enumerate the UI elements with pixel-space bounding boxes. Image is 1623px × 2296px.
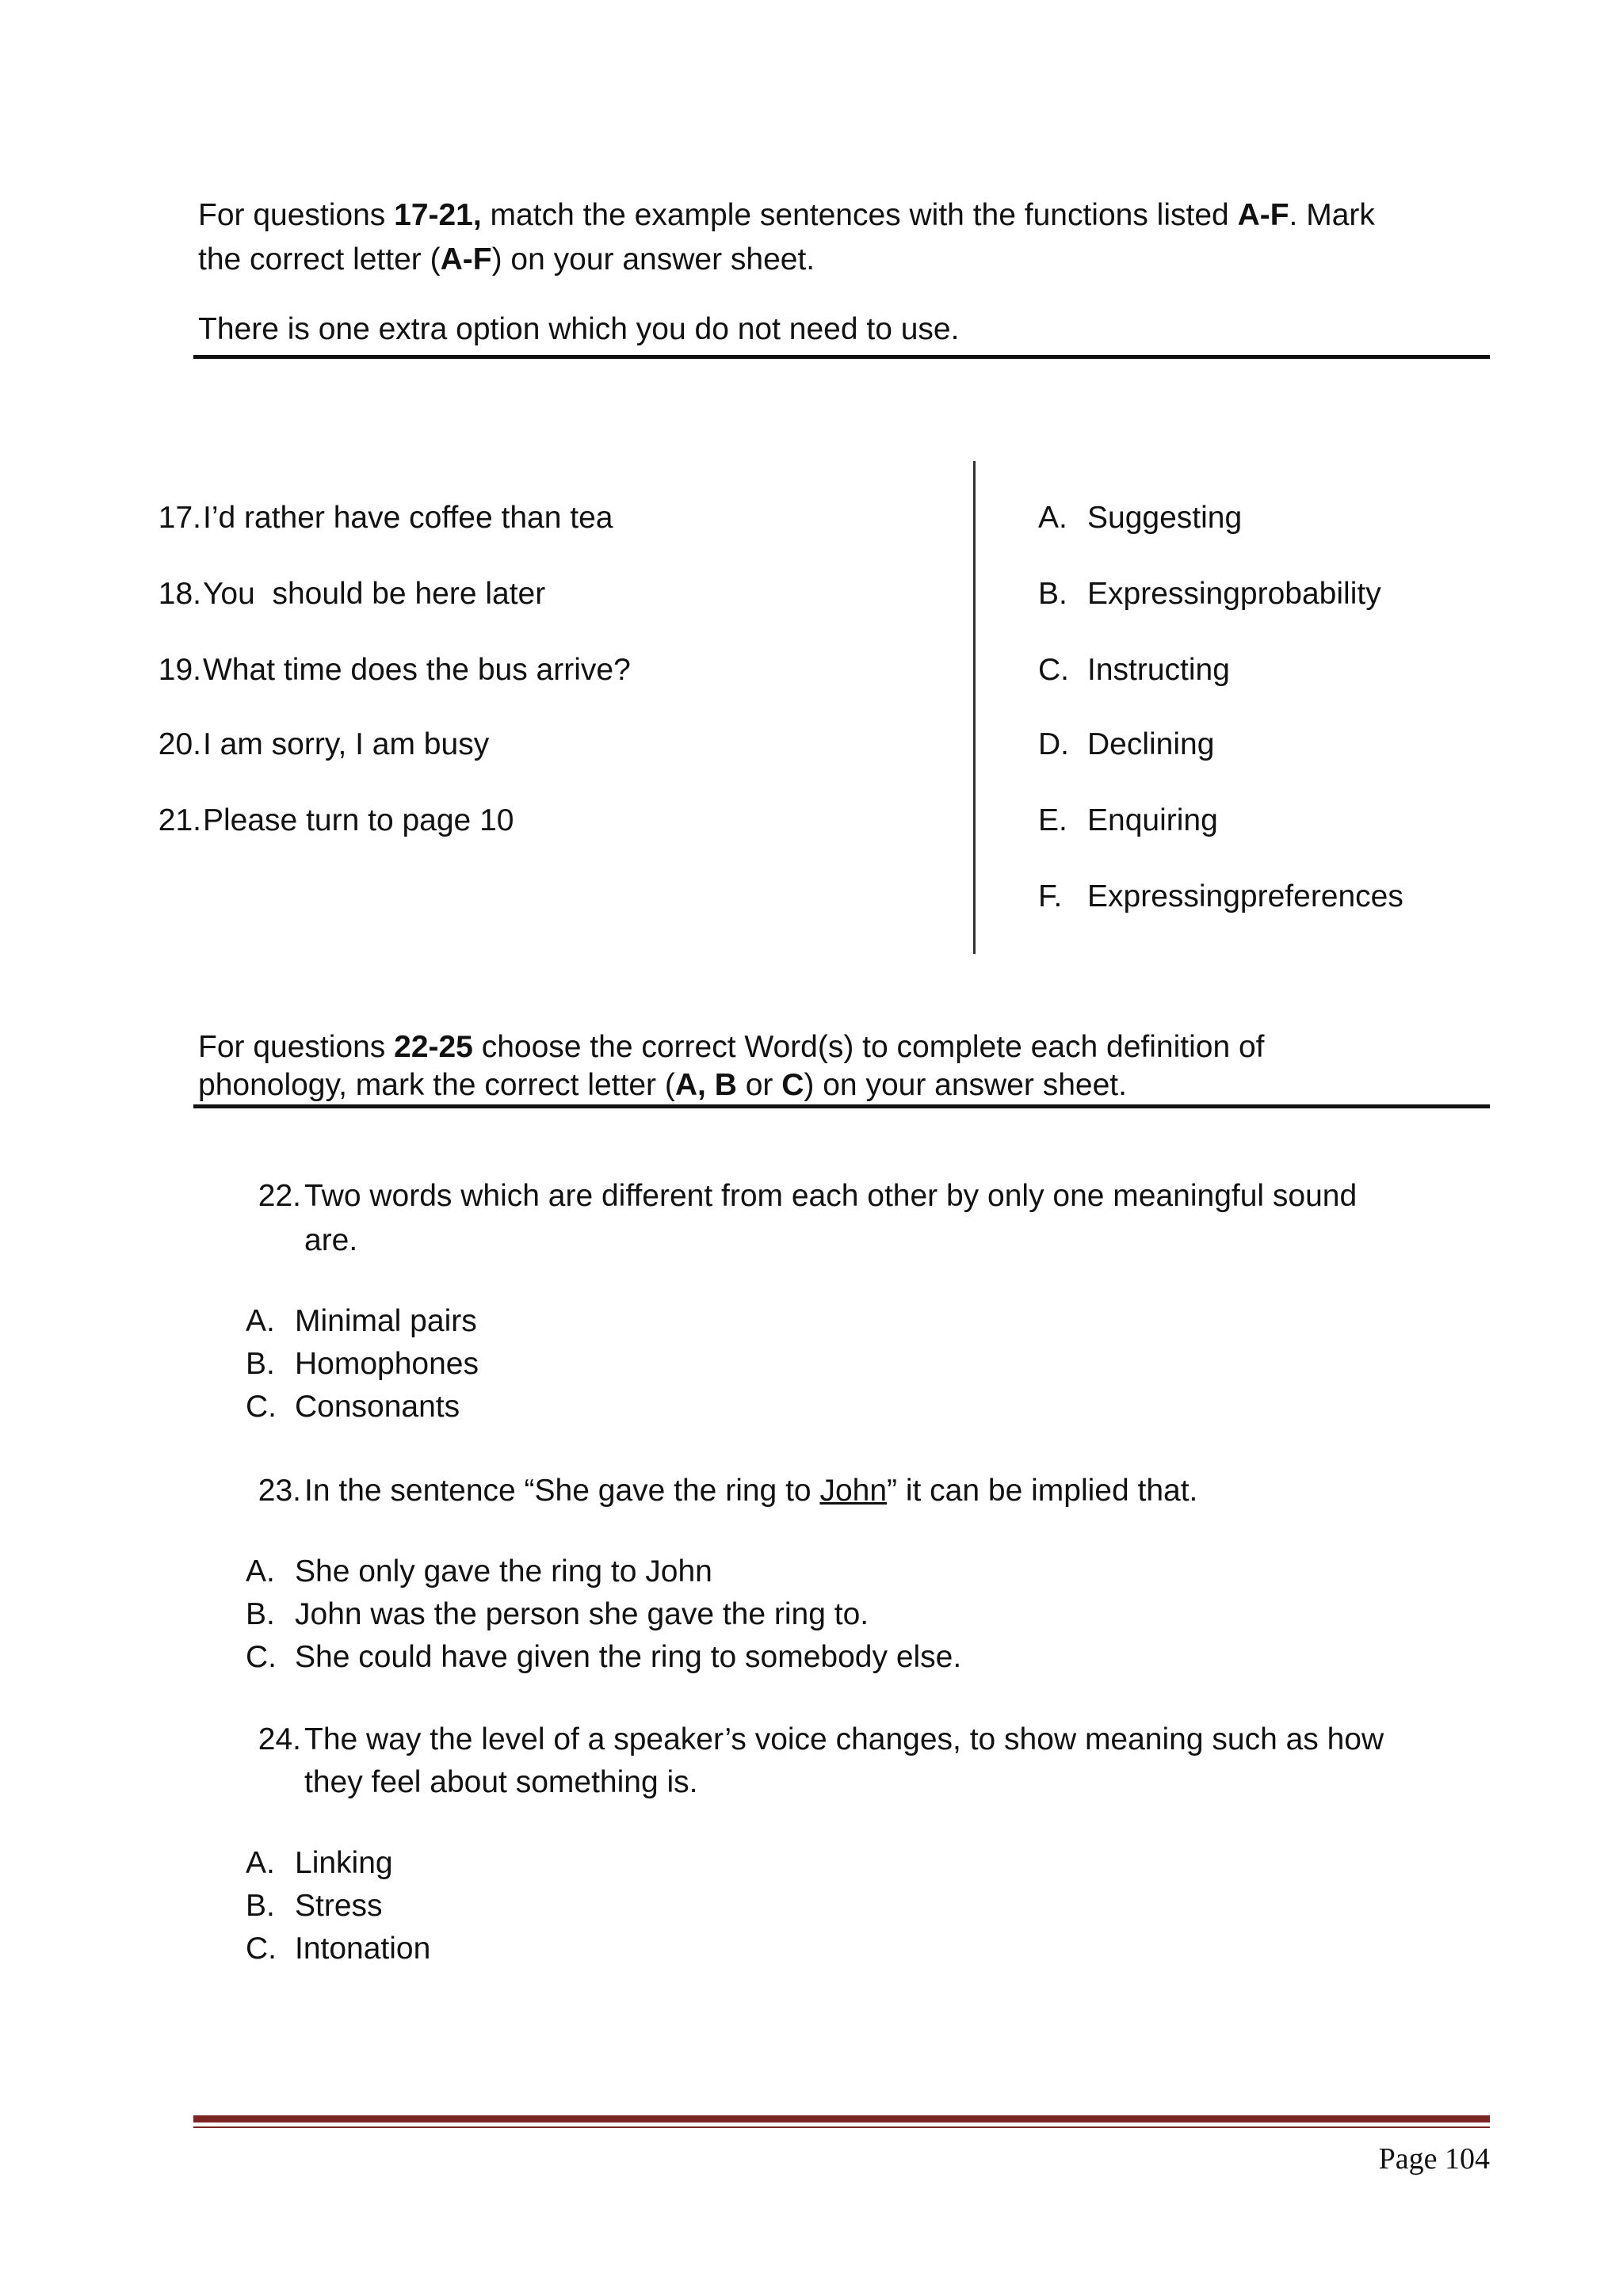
range-bold: 17-21,	[394, 198, 482, 232]
text: ” it can be implied that.	[887, 1474, 1198, 1508]
question-text: What time does the bus arrive?	[203, 653, 631, 687]
question-number: 23.	[258, 1474, 301, 1508]
option-text: Instructing	[1087, 653, 1230, 687]
option-text: John was the person she gave the ring to.	[295, 1597, 869, 1631]
option-text: Suggesting	[1087, 501, 1243, 535]
option-text: Linking	[295, 1846, 393, 1880]
footer-rule-thin	[193, 2126, 1490, 2128]
question-number: 19.	[158, 653, 201, 687]
letters-bold: A, B	[674, 1068, 737, 1102]
option-letter: C.	[246, 1390, 277, 1424]
text: choose the correct Word(s) to complete each definition of	[472, 1030, 1265, 1064]
text: the correct letter (	[198, 242, 441, 277]
column-divider	[973, 461, 976, 954]
question-number: 17.	[158, 501, 201, 535]
question-text	[304, 1470, 1197, 1512]
text: In the sentence “She gave the ring to	[304, 1474, 820, 1508]
option-text: Homophones	[295, 1347, 479, 1381]
question-number: 24.	[258, 1722, 301, 1756]
text: For questions	[198, 1030, 395, 1064]
question-text-line-2: are.	[304, 1223, 358, 1257]
divider-1	[193, 355, 1490, 359]
option-letter: B.	[246, 1597, 275, 1631]
option-letter: C.	[246, 1640, 277, 1674]
question-number: 21.	[158, 803, 201, 837]
question-number: 22.	[258, 1179, 301, 1213]
text: For questions	[198, 198, 395, 232]
option-letter: B.	[246, 1347, 275, 1381]
text: ) on your answer sheet.	[804, 1068, 1127, 1102]
option-letter: C.	[1038, 653, 1069, 687]
option-text: Declining	[1087, 727, 1215, 761]
option-letter: E.	[1038, 803, 1067, 837]
option-text: Enquiring	[1087, 803, 1218, 837]
option-letter: A.	[246, 1846, 275, 1880]
instruction-2-line-2	[198, 1065, 1127, 1107]
option-text: She could have given the ring to somebody else.	[295, 1640, 962, 1674]
text: ) on your answer sheet.	[491, 242, 815, 277]
page-number: Page 104	[1378, 2142, 1490, 2176]
question-text: You should be here later	[203, 577, 546, 611]
instruction-1-line-2	[198, 239, 815, 281]
underlined-name: John	[819, 1474, 888, 1508]
question-text: Please turn to page 10	[203, 803, 514, 837]
question-text: I’d rather have coffee than tea	[203, 501, 613, 535]
divider-2	[193, 1104, 1490, 1108]
range-bold: 22-25	[394, 1030, 473, 1064]
instruction-1-line-3: There is one extra option which you do not need to use.	[198, 312, 960, 346]
option-text: Minimal pairs	[295, 1304, 477, 1338]
option-letter: F.	[1038, 879, 1063, 913]
question-text: I am sorry, I am busy	[203, 727, 490, 761]
text: match the example sentences with the functions listed	[481, 198, 1238, 232]
option-letter: D.	[1038, 727, 1069, 761]
option-letter: C.	[246, 1932, 277, 1966]
text: or	[736, 1068, 782, 1102]
question-text-line-1: The way the level of a speaker’s voice changes, to show meaning such as how	[304, 1722, 1384, 1756]
footer-rule-thick	[193, 2115, 1490, 2122]
text: phonology, mark the correct letter (	[198, 1068, 675, 1102]
option-text: Intonation	[295, 1932, 431, 1966]
instruction-1-line-1	[198, 195, 1375, 237]
option-letter: A.	[246, 1554, 275, 1589]
letters-bold: A-F	[440, 242, 492, 277]
option-letter: A.	[1038, 501, 1067, 535]
option-letter: B.	[246, 1889, 275, 1923]
question-text-line-2: they feel about something is.	[304, 1765, 698, 1799]
option-letter: B.	[1038, 577, 1067, 611]
option-text: Expressingprobability	[1087, 577, 1381, 611]
option-text: Consonants	[295, 1390, 460, 1424]
letters-bold: A-F	[1237, 198, 1289, 232]
option-letter: A.	[246, 1304, 275, 1338]
question-number: 18.	[158, 577, 201, 611]
text: . Mark	[1289, 198, 1375, 232]
instruction-2-line-1	[198, 1027, 1265, 1069]
option-text: She only gave the ring to John	[295, 1554, 712, 1589]
option-text: Stress	[295, 1889, 383, 1923]
option-text: Expressingpreferences	[1087, 879, 1403, 913]
letters-bold: C	[781, 1068, 804, 1102]
question-text-line-1: Two words which are different from each other by only one meaningful sound	[304, 1179, 1358, 1213]
question-number: 20.	[158, 727, 201, 761]
